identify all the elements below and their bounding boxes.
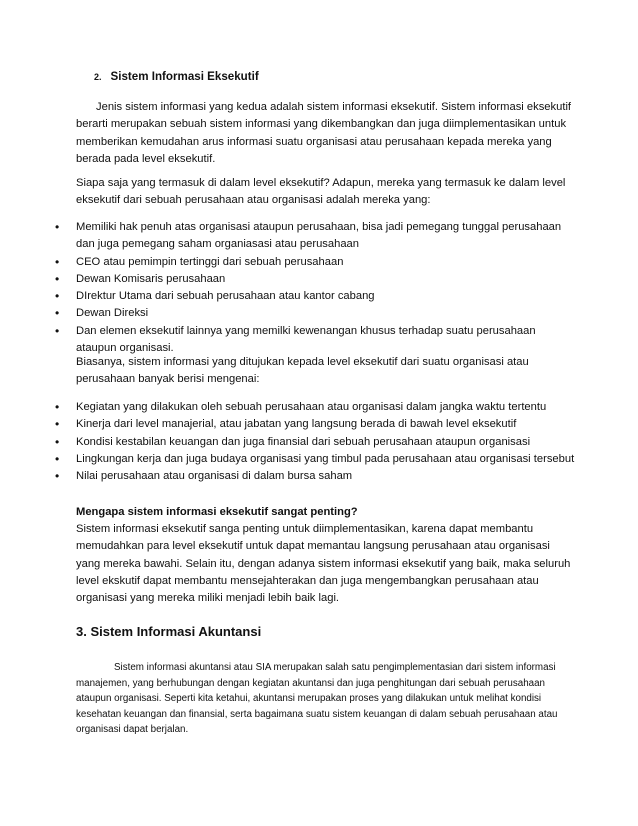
list-item: • DIrektur Utama dari sebuah perusahaan atau kantor cabang: [76, 288, 576, 305]
section-2-intro: Jenis sistem informasi yang kedua adalah sistem informasi eksekutif. Sistem informasi eksekutif berarti merupakan sebuah sistem informasi yang dikembangkan dan juga diimplementasikan untuk memberikan kemudahan arus informasi suatu organisasi atau perusahaan kepada mereka yang berada pada level eksekutif.: [76, 101, 572, 165]
section-2-question: Siapa saja yang termasuk di dalam level eksekutif? Adapun, mereka yang termasuk ke dalam level eksekutif dari sebuah perusahaan atau organisasi adalah mereka yang:: [76, 177, 566, 207]
why-important-text: Sistem informasi eksekutif sanga penting untuk diimplementasikan, karena dapat membantu memudahkan para level eksekutif untuk dapat memantau langsung perusahaan atau organisasi yang mereka bawahi. Selain itu, dengan adanya sistem informasi eksekutif yang baik, maka seluruh level ekskutif dapat membantu mensejahterakan dan juga mengembangkan perusahaan atau organisasi yang mereka miliki menjadi lebih baik lagi.: [76, 523, 571, 605]
section-3-text: Sistem informasi akuntansi atau SIA merupakan salah satu pengimplementasian dari sistem informasi manajemen, yang berhubungan dengan kegiatan akuntansi dan juga penghitungan dari sebuah perusahaan ataupun organisasi. Seperti kita ketahui, akuntansi merupakan proses yang dilakukan untuk melihat kondisi kesehatan keuangan dan finansial, serta bagaimana suatu sistem keuangan di dalam sebuah perusahaan atau organisasi dapat berjalan.: [76, 662, 558, 736]
list-item: • Dewan Komisaris perusahaan: [76, 271, 576, 288]
list-item: • Kondisi kestabilan keuangan dan juga finansial dari sebuah perusahaan ataupun organisasi: [76, 434, 576, 451]
section-2-number: 2.: [94, 72, 102, 82]
list-item: • Dewan Direksi: [76, 305, 576, 322]
why-important-heading: Mengapa sistem informasi eksekutif sangat penting?: [76, 506, 358, 518]
list-item: • Kinerja dari level manajerial, atau jabatan yang langsung berada di bawah level eksekutif: [76, 416, 576, 433]
list-item: • Lingkungan kerja dan juga budaya organisasi yang timbul pada perusahaan atau organisasi tersebut: [76, 451, 576, 468]
section-2-heading: [94, 70, 259, 83]
list-item: • Nilai perusahaan atau organisasi di dalam bursa saham: [76, 468, 576, 485]
information-content-list: [76, 399, 576, 485]
section-2-paragraph-2: Biasanya, sistem informasi yang ditujukan kepada level eksekutif dari suatu organisasi atau perusahaan banyak berisi mengenai:: [76, 356, 529, 386]
section-2-title: Sistem Informasi Eksekutif: [110, 70, 259, 83]
executive-level-list: [76, 219, 576, 357]
list-item: • CEO atau pemimpin tertinggi dari sebuah perusahaan: [76, 254, 576, 271]
list-item: • Memiliki hak penuh atas organisasi ataupun perusahaan, bisa jadi pemegang tunggal perusahaan dan juga pemegang saham organiasasi atau perusahaan: [76, 219, 576, 254]
list-item: • Kegiatan yang dilakukan oleh sebuah perusahaan atau organisasi dalam jangka waktu tertentu: [76, 399, 576, 416]
section-3-heading: 3. Sistem Informasi Akuntansi: [76, 624, 262, 639]
list-item: • Dan elemen eksekutif lainnya yang memilki kewenangan khusus terhadap suatu perusahaan ataupun organisasi.: [76, 323, 576, 358]
